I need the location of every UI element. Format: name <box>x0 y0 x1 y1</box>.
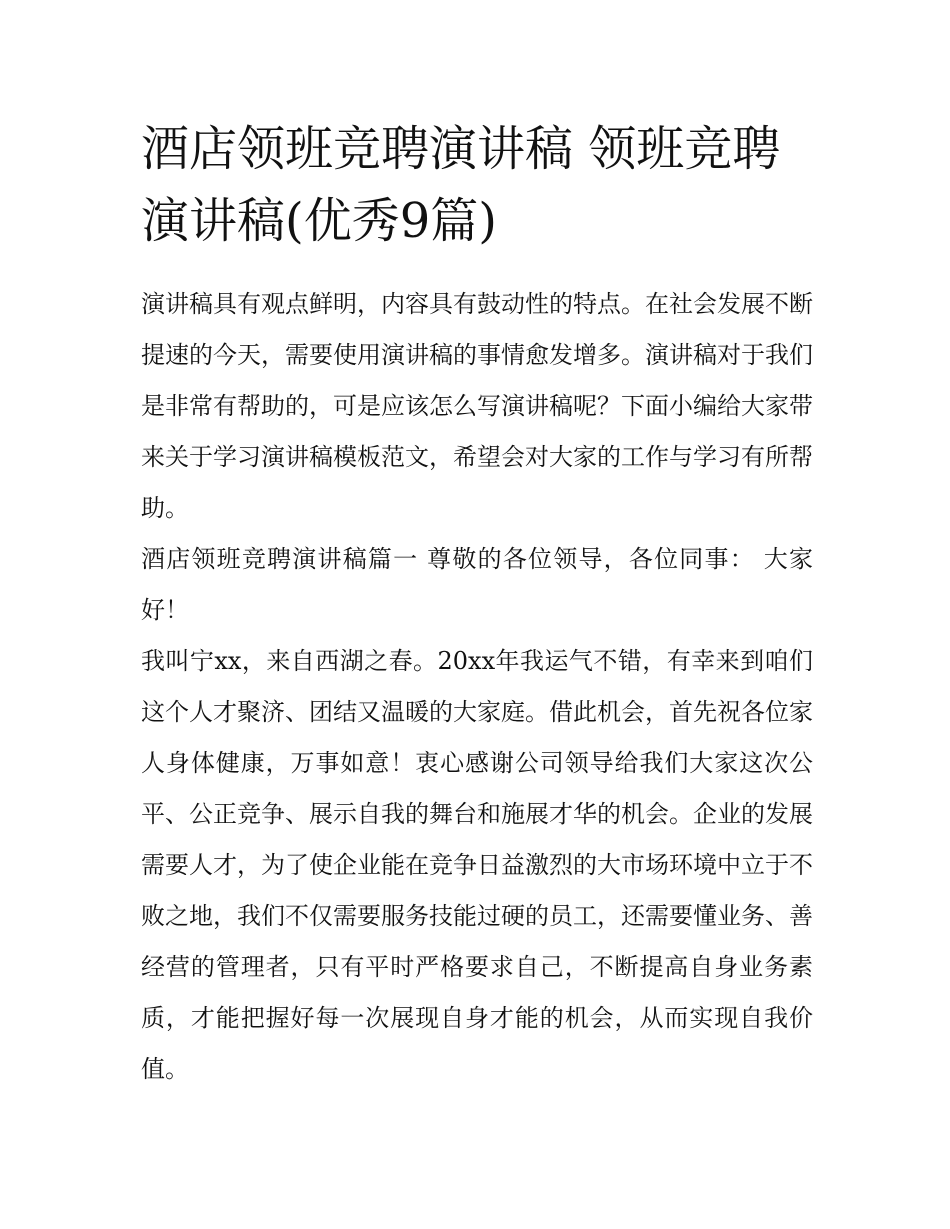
paragraph-speech: 我叫宁xx，来自西湖之春。20xx年我运气不错，有幸来到咱们这个人才聚济、团结又温暖的大家庭。借此机会，首先祝各位家人身体健康，万事如意！衷心感谢公司领导给我们大家这次公平、公正竞争、展示自我的舞台和施展才华的机会。企业的发展需要人才，为了使企业能在竞争日益激烈的大市场环境中立于不败之地，我们不仅需要服务技能过硬的员工，还需要懂业务、善经营的管理者，只有平时严格要求自己，不断提高自身业务素质，才能把握好每一次展现自身才能的机会，从而实现自我价值。 <box>141 647 813 1083</box>
paragraph-intro: 演讲稿具有观点鲜明，内容具有鼓动性的特点。在社会发展不断提速的今天，需要使用演讲稿的事情愈发增多。演讲稿对于我们是非常有帮助的，可是应该怎么写演讲稿呢？下面小编给大家带来关于学习演讲稿模板范文，希望会对大家的工作与学习有所帮助。 <box>141 290 813 522</box>
paragraph-greeting: 酒店领班竞聘演讲稿篇一 尊敬的各位领导，各位同事： 大家好！ <box>141 545 813 624</box>
document-title: 酒店领班竞聘演讲稿 领班竞聘演讲稿(优秀9篇) <box>141 121 781 249</box>
document-body <box>141 279 813 1095</box>
